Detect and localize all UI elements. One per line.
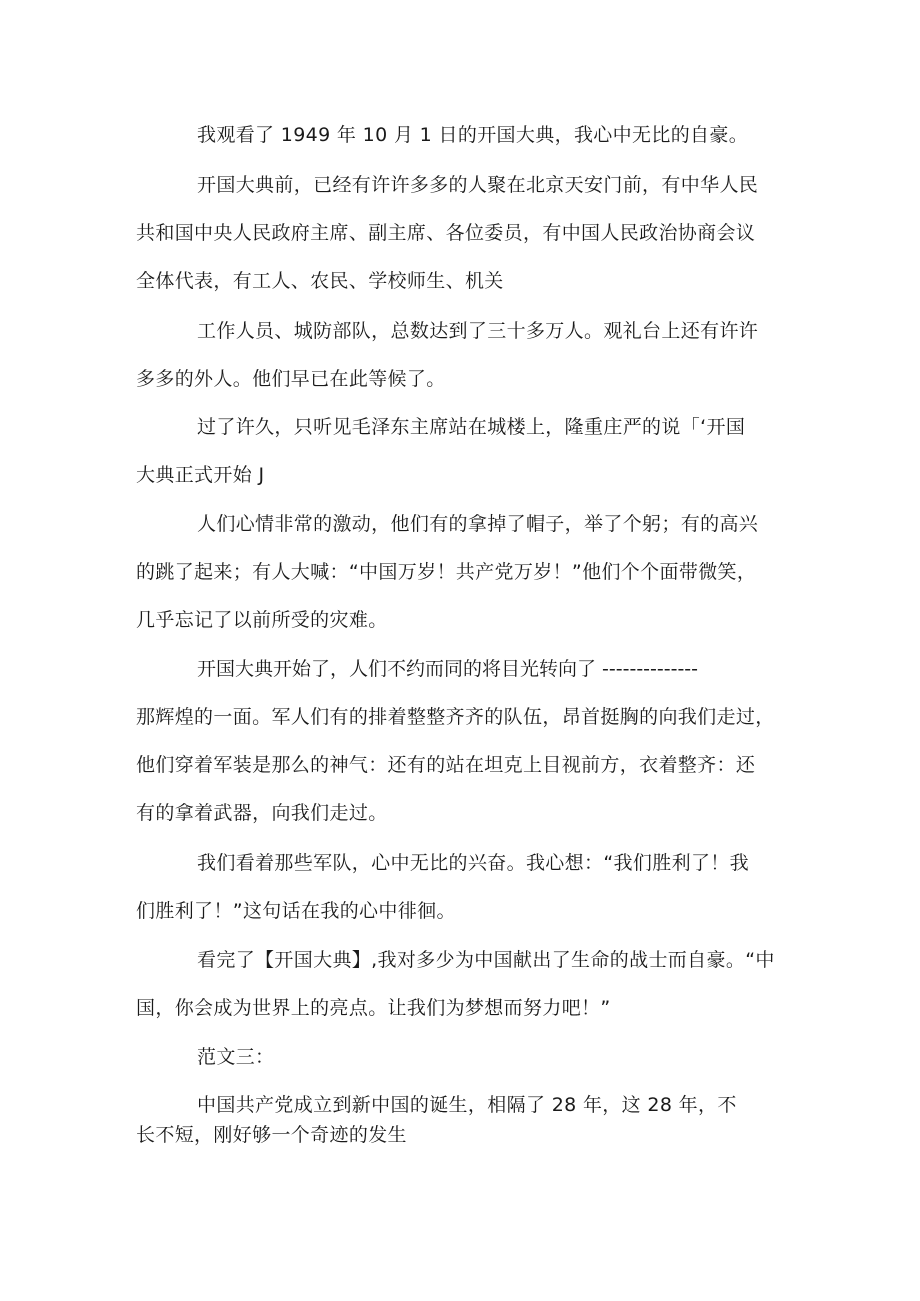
- text-line-9: 人们心情非常的激动，他们有的拿掉了帽子，举了个躬；有的高兴: [197, 513, 759, 535]
- text-line-14: 他们穿着军装是那么的神气：还有的站在坦克上目视前方，衣着整齐：还: [136, 754, 756, 776]
- text-line-8: 大典正式开始 J: [136, 464, 265, 486]
- text-line-5: 工作人员、城防部队，总数达到了三十多万人。观礼台上还有许许: [197, 320, 759, 342]
- text-line-17: 们胜利了！”这句话在我的心中徘徊。: [136, 900, 456, 922]
- text-line-11: 几乎忘记了以前所受的灾难。: [136, 609, 388, 631]
- text-line-21: 长不短，刚好够一个奇迹的发生: [136, 1124, 407, 1146]
- text-line-10: 的跳了起来；有人大喊：“中国万岁！共产党万岁！”他们个个面带微笑，: [136, 561, 757, 583]
- section-heading: 范文三：: [197, 1046, 275, 1068]
- text-line-3: 共和国中央人民政府主席、副主席、各位委员，有中国人民政治协商会议: [136, 222, 756, 244]
- text-line-16: 我们看着那些军队，心中无比的兴奋。我心想：“我们胜利了！我: [197, 852, 749, 874]
- text-line-6: 多多的外人。他们早已在此等候了。: [136, 368, 446, 390]
- text-line-15: 有的拿着武器，向我们走过。: [136, 802, 388, 824]
- text-line-19: 国，你会成为世界上的亮点。让我们为梦想而努力吧！”: [136, 997, 611, 1019]
- text-line-13: 那辉煌的一面。军人们有的排着整整齐齐的队伍，昂首挺胸的向我们走过，: [136, 706, 775, 728]
- text-line-18: 看完了【开国大典】,我对多少为中国献出了生命的战士而自豪。“中: [197, 949, 775, 971]
- text-line-20: 中国共产党成立到新中国的诞生，相隔了 28 年，这 28 年，不: [197, 1094, 737, 1116]
- text-line-2: 开国大典前，已经有许许多多的人聚在北京天安门前，有中华人民: [197, 174, 759, 196]
- text-line-4: 全体代表，有工人、农民、学校师生、机关: [136, 270, 504, 292]
- text-line-7: 过了许久，只听见毛泽东主席站在城楼上，隆重庄严的说「‘开国: [197, 416, 746, 438]
- text-line-1: 我观看了 1949 年 10 月 1 日的开国大典，我心中无比的自豪。: [197, 124, 749, 146]
- text-line-12: 开国大典开始了，人们不约而同的将目光转向了 --------------: [197, 658, 699, 680]
